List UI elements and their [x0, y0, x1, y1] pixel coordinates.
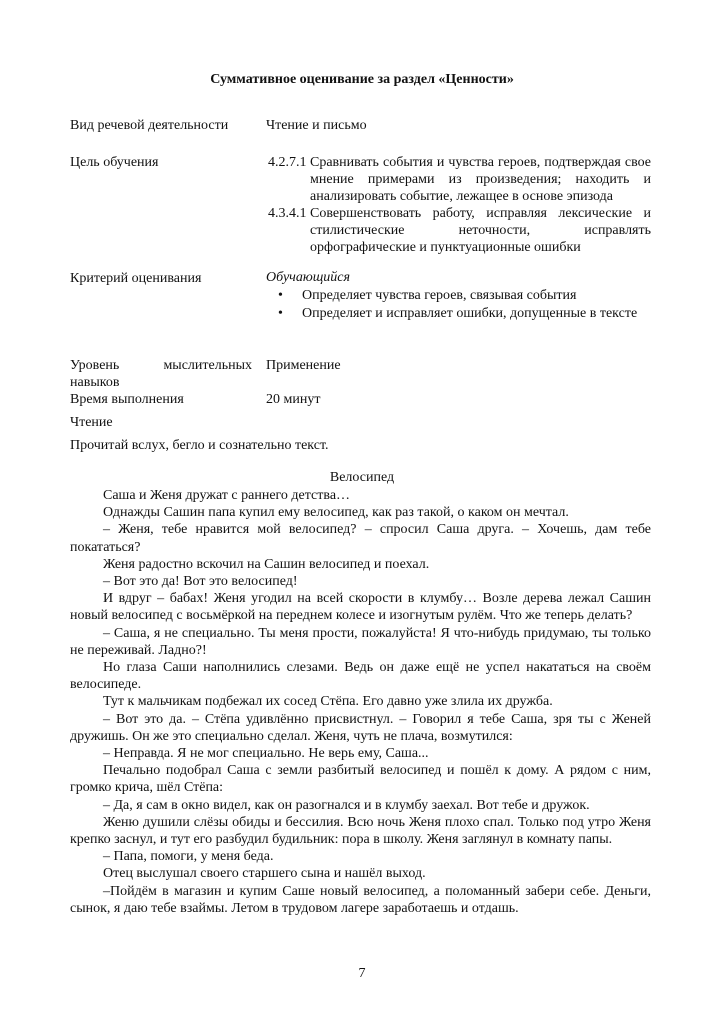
goal-code: 4.2.7.1 [268, 155, 307, 170]
document-title: Суммативное оценивание за раздел «Ценности» [210, 72, 514, 87]
time-label: Время выполнения [70, 392, 184, 407]
thinking-level-value: Применение [266, 358, 341, 373]
thinking-level-word2: мыслительных [163, 358, 252, 373]
speech-activity-value: Чтение и письмо [266, 118, 367, 133]
criteria-label: Критерий оценивания [70, 271, 202, 286]
thinking-level-label-line2: навыков [70, 375, 120, 390]
story-paragraph: – Да, я сам в окно видел, как он разогнался и в клумбу заехал. Вот тебе и дружок. [103, 797, 590, 813]
goal-text: Сравнивать события и чувства героев, подтверждая свое мнение примерами из произведения; находить и анализировать событие, лежащее в основе эпизода [310, 155, 651, 204]
criteria-item [266, 287, 651, 304]
learning-goal-item [268, 154, 651, 205]
bullet-icon: • [278, 306, 283, 321]
story-paragraph: Но глаза Саши наполнились слезами. Ведь он даже ещё не успел накататься на своём велосипеде. [70, 660, 651, 693]
story-paragraph: Саша и Женя дружат с раннего детства… [103, 488, 351, 503]
story-paragraph: Печально подобрал Саша с земли разбитый велосипед и пошёл к дому. А рядом с ним, громко крича, шёл Стёпа: [70, 763, 651, 796]
story-paragraph: Однажды Сашин папа купил ему велосипед, как раз такой, о каком он мечтал. [103, 505, 569, 521]
story-paragraph: – Папа, помоги, у меня беда. [103, 849, 274, 865]
story-paragraph: И вдруг – бабах! Женя угодил на всей скорости в клумбу… Возле дерева лежал Сашин новый велосипед с восьмёркой на переднем колесе и изогнутым рулём. Что же теперь делать? [70, 591, 651, 624]
time-value: 20 минут [266, 392, 321, 407]
criteria-item-text: Определяет и исправляет ошибки, допущенные в тексте [302, 306, 638, 321]
story-paragraph: – Неправда. Я не мог специально. Не верь ему, Саша... [103, 746, 429, 762]
story-paragraph: Женю душили слёзы обиды и бессилия. Всю ночь Женя плохо спал. Только под утро Женя крепко заснул, и тут его разбудил будильник: пора в школу. Женя заглянул в комнату папы. [70, 814, 651, 848]
section-heading: Чтение [70, 415, 113, 430]
story-paragraph: Тут к мальчикам подбежал их сосед Стёпа. Его давно уже злила их дружба. [103, 694, 553, 710]
criteria-item-text: Определяет чувства героев, связывая события [302, 288, 577, 303]
goal-text: Совершенствовать работу, исправляя лексические и стилистические неточности, исправлять орфографические и пунктуационные ошибки [310, 206, 651, 255]
criteria-subject: Обучающийся [266, 270, 351, 285]
criteria-list [266, 287, 651, 323]
story-paragraph: –Пойдём в магазин и купим Саше новый велосипед, а поломанный забери себе. Деньги, сынок, я даю тебе взаймы. Летом в трудовом лагере заработаешь и отдашь. [70, 883, 651, 916]
story-paragraph: – Саша, я не специально. Ты меня прости, пожалуйста! Я что-нибудь придумаю, ты только не переживай. Ладно?! [70, 625, 651, 658]
story-paragraph: – Вот это да. – Стёпа удивлённо присвистнул. – Говорил я тебе Саша, зря ты с Женей дружишь. Он же это специально сделал. Женя, чуть не плача, возмутился: [70, 711, 651, 744]
story-paragraph: – Женя, тебе нравится мой велосипед? – спросил Саша друга. – Хочешь, дам тебе покататься? [70, 522, 651, 555]
instruction-text: Прочитай вслух, бегло и сознательно текст. [70, 438, 329, 453]
thinking-level-word1: Уровень [70, 358, 120, 373]
speech-activity-label: Вид речевой деятельности [70, 118, 229, 133]
story-paragraph: Отец выслушал своего старшего сына и нашёл выход. [103, 866, 426, 882]
bullet-icon: • [278, 288, 283, 303]
story-title: Велосипед [329, 470, 395, 485]
learning-goal-item [268, 205, 651, 256]
page-number: 7 [358, 966, 366, 981]
criteria-item [266, 305, 651, 322]
learning-goal-label: Цель обучения [70, 155, 159, 170]
story-paragraph: Женя радостно вскочил на Сашин велосипед и поехал. [103, 556, 430, 572]
story-paragraph: – Вот это да! Вот это велосипед! [103, 574, 298, 590]
story-text [70, 487, 651, 917]
goal-code: 4.3.4.1 [268, 206, 307, 221]
thinking-level-label [70, 357, 252, 374]
